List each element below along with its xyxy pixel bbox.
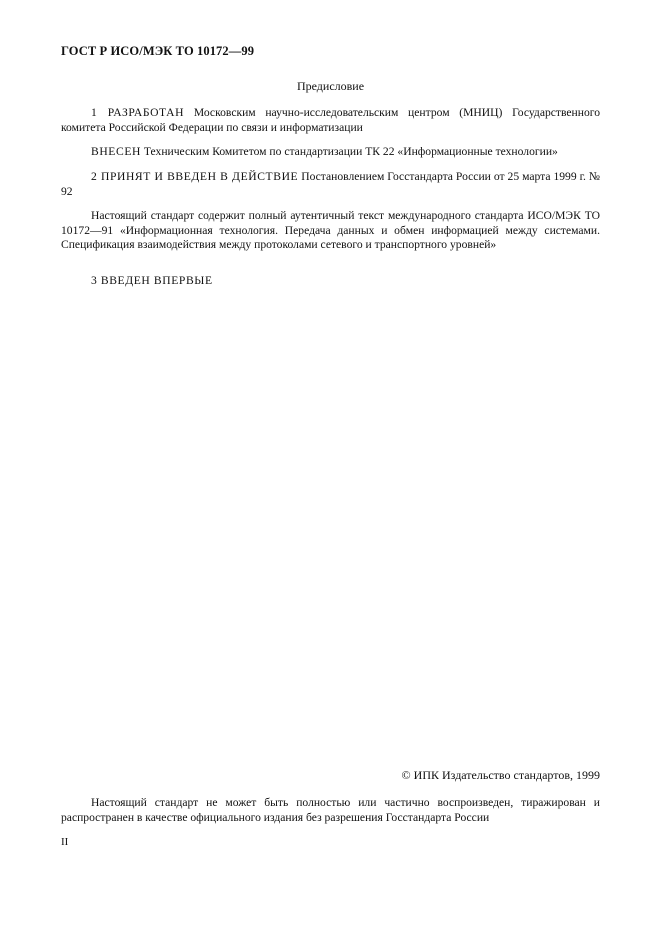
page-number: II: [61, 836, 69, 848]
paragraph-text: Техническим Комитетом по стандартизации ТК 22 «Информационные технологии»: [140, 145, 558, 158]
section-title: Предисловие: [296, 79, 365, 93]
copyright-line: © ИПК Издательство стандартов, 1999: [401, 768, 600, 782]
paragraph-first-introduced: [61, 274, 600, 289]
paragraph-lead: ВНЕСЕН: [91, 145, 141, 158]
standard-code-header: ГОСТ Р ИСО/МЭК ТО 10172—99: [61, 44, 255, 58]
paragraph-lead: 1 РАЗРАБОТАН: [91, 106, 185, 119]
paragraph-lead: 2 ПРИНЯТ И ВВЕДЕН В ДЕЙСТВИЕ: [91, 170, 299, 183]
paragraph-adopted: [61, 170, 600, 199]
paragraph-developed-by: [61, 106, 600, 135]
paragraph-lead: 3 ВВЕДЕН ВПЕРВЫЕ: [91, 274, 213, 287]
paragraph-text: Настоящий стандарт содержит полный аутентичный текст международного стандарта ИСО/МЭК ТО 10172—91 «Информационная технология. Передача данных и обмен информацией между системами. Спецификация взаимодействия между протоколами сетевого и транспортного уровней»: [61, 209, 600, 251]
reproduction-notice: Настоящий стандарт не может быть полностью или частично воспроизведен, тиражирован и распространен в качестве официального издания без разрешения Госстандарта России: [61, 796, 600, 824]
paragraph-text: Московским научно-исследовательским центром (МНИЦ) Государственного комитета Российской Федерации по связи и информатизации: [61, 106, 600, 134]
paragraph-introduced-by: [61, 145, 600, 160]
paragraph-authentic-text: [61, 209, 600, 253]
paragraph-text: Постановлением Госстандарта России от 25 марта 1999 г. № 92: [61, 170, 600, 198]
